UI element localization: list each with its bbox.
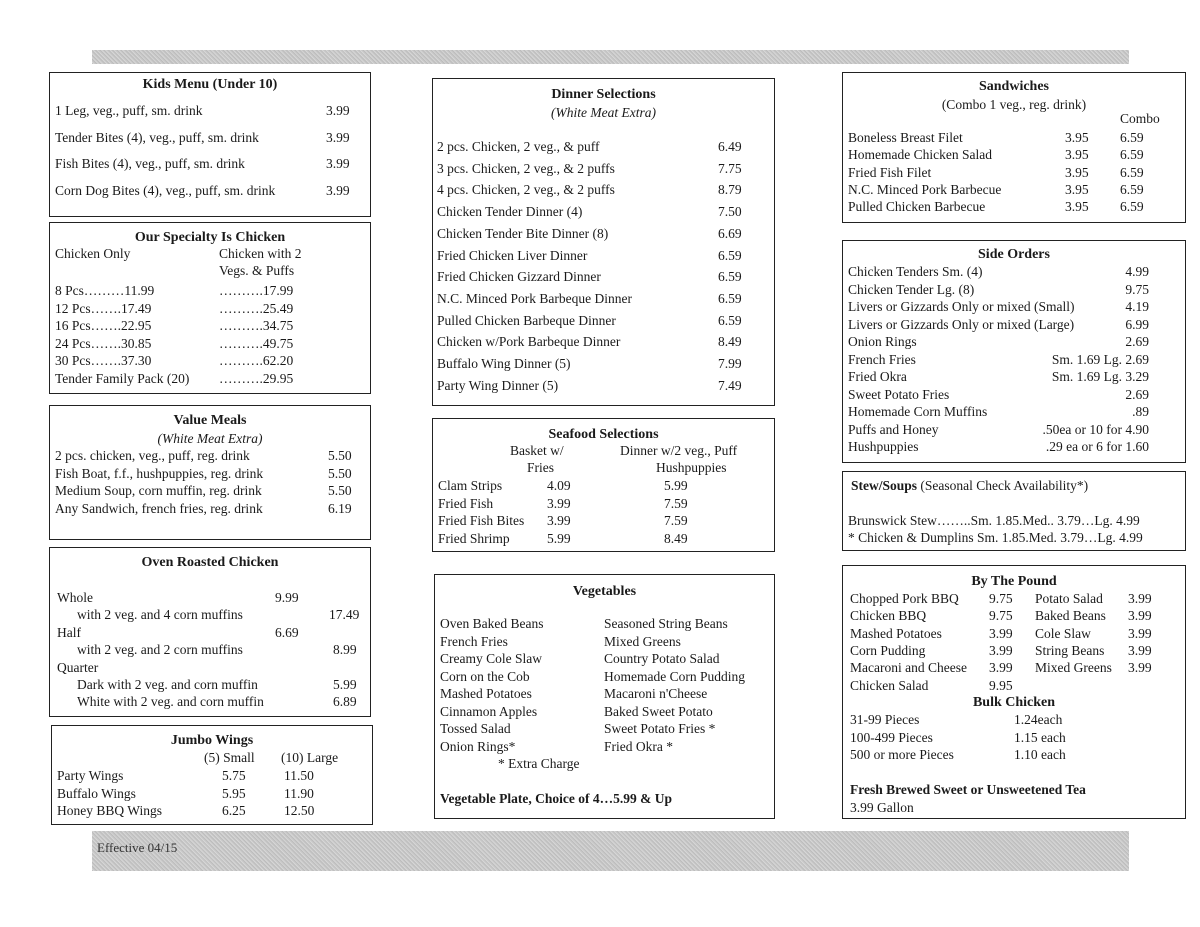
pound-right-item-name: Baked Beans <box>1035 608 1106 624</box>
dinner-subtitle: (White Meat Extra) <box>551 105 656 120</box>
kids-item-price: 3.99 <box>326 103 350 118</box>
bulk-item-price: 1.15 each <box>1014 729 1066 745</box>
seafood-box <box>432 418 775 552</box>
dinner-item-name: Fried Chicken Liver Dinner <box>437 247 588 263</box>
dinner-item-price: 7.49 <box>718 377 742 393</box>
specialty-box <box>49 222 371 394</box>
side-item-price: 2.69 <box>1125 334 1149 349</box>
specialty-row-b: ……….25.49 <box>219 300 294 316</box>
tea-price: 3.99 Gallon <box>850 800 914 815</box>
dinner-item-name: Fried Chicken Gizzard Dinner <box>437 269 601 285</box>
side-item-price: .29 ea or 6 for 1.60 <box>1045 439 1149 454</box>
kids-item-price: 3.99 <box>326 156 350 171</box>
side-item-name: Livers or Gizzards Only or mixed (Small) <box>848 299 1075 314</box>
sandwich-item-combo: 6.59 <box>1120 130 1144 145</box>
oven-quarter: Quarter <box>57 660 99 675</box>
sandwich-item-combo: 6.59 <box>1120 147 1144 163</box>
side-orders-title: Side Orders <box>978 247 1050 262</box>
wings-item-s: 5.95 <box>222 785 246 801</box>
dinner-item-name: 3 pcs. Chicken, 2 veg., & 2 puffs <box>437 160 615 176</box>
pound-left-item-price: 9.95 <box>989 677 1013 693</box>
sandwiches-title: Sandwiches <box>978 79 1050 94</box>
dinner-item-price: 8.79 <box>718 182 742 198</box>
bulk-item-name: 500 or more Pieces <box>850 747 954 762</box>
sandwich-item-name: Pulled Chicken Barbecue <box>848 199 986 215</box>
veg-left-item-name: French Fries <box>440 633 508 649</box>
dinner-box <box>432 78 775 406</box>
pound-left-item-price: 9.75 <box>989 608 1013 624</box>
pound-right-item-price: 3.99 <box>1128 625 1152 641</box>
dinner-item-price: 6.59 <box>718 269 742 285</box>
bulk-chicken-title: Bulk Chicken <box>972 695 1056 710</box>
veg-left-item-name: Tossed Salad <box>440 721 511 736</box>
side-item-price: 4.99 <box>1125 264 1149 279</box>
sandwich-item-price: 3.95 <box>1065 164 1089 180</box>
sandwich-item-name: N.C. Minced Pork Barbecue <box>848 181 1002 197</box>
veg-right-item-name: Macaroni n'Cheese <box>604 686 708 701</box>
pound-left-item-name: Chicken Salad <box>850 677 929 693</box>
sandwiches-box <box>842 72 1186 223</box>
specialty-row-b: ……….62.20 <box>219 353 294 368</box>
pound-left-item-price: 3.99 <box>989 642 1013 658</box>
oven-whole-sub-price: 17.49 <box>329 607 360 622</box>
sandwich-item-price: 3.95 <box>1065 181 1089 197</box>
dinner-item-price: 6.59 <box>718 247 742 263</box>
dinner-item-name: N.C. Minced Pork Barbeque Dinner <box>437 290 632 306</box>
wings-item-name: Honey BBQ Wings <box>57 803 162 818</box>
side-item-name: Chicken Tenders Sm. (4) <box>848 264 983 279</box>
value-item-name: 2 pcs. chicken, veg., puff, reg. drink <box>55 448 250 463</box>
dinner-item-price: 8.49 <box>718 334 742 350</box>
sandwich-item-name: Homemade Chicken Salad <box>848 147 992 163</box>
pound-right-item-name: Mixed Greens <box>1035 660 1112 676</box>
seafood-item-name: Clam Strips <box>438 478 503 493</box>
sandwich-item-combo: 6.59 <box>1120 181 1144 197</box>
seafood-title: Seafood Selections <box>548 427 659 442</box>
veg-left-item-name: Mashed Potatoes <box>440 686 532 701</box>
value-item-price: 6.19 <box>328 500 352 516</box>
side-item-name: Livers or Gizzards Only or mixed (Large) <box>848 316 1075 332</box>
seafood-basket-header-2: Fries <box>527 460 554 475</box>
value-item-price: 5.50 <box>328 448 352 463</box>
bulk-item-name: 31-99 Pieces <box>850 712 920 727</box>
side-item-price: 6.99 <box>1125 316 1149 332</box>
dinner-title: Dinner Selections <box>551 87 656 102</box>
seafood-item-d: 7.59 <box>664 513 688 528</box>
specialty-col-chicken-only: Chicken Only <box>55 246 131 261</box>
sandwich-item-price: 3.95 <box>1065 199 1089 215</box>
value-meals-box <box>49 405 371 540</box>
sandwich-item-price: 3.95 <box>1065 147 1089 163</box>
veg-left-item-name: Onion Rings* <box>440 738 516 754</box>
dinner-item-price: 7.50 <box>718 204 742 220</box>
side-item-price: Sm. 1.69 Lg. 3.29 <box>1051 369 1149 384</box>
veg-left-item-name: Oven Baked Beans <box>440 616 544 631</box>
seafood-dinner-header-2: Hushpuppies <box>656 460 727 475</box>
wings-small-header: (5) Small <box>204 750 255 765</box>
oven-half-sub-price: 8.99 <box>333 642 357 657</box>
side-item-name: Sweet Potato Fries <box>848 386 950 402</box>
vegetable-plate: Vegetable Plate, Choice of 4…5.99 & Up <box>440 791 672 806</box>
dinner-item-name: Chicken w/Pork Barbeque Dinner <box>437 334 621 350</box>
chicken-dumplins: * Chicken & Dumplins Sm. 1.85.Med. 3.79…Lg. 4.99 <box>848 530 1143 545</box>
side-item-price: 2.69 <box>1125 386 1149 402</box>
kids-menu-box <box>49 72 371 217</box>
sandwich-item-combo: 6.59 <box>1120 164 1144 180</box>
dinner-item-price: 6.59 <box>718 290 742 306</box>
pound-left-item-price: 3.99 <box>989 625 1013 641</box>
wings-item-name: Party Wings <box>57 768 124 783</box>
kids-item-price: 3.99 <box>326 129 350 145</box>
value-item-price: 5.50 <box>328 465 352 481</box>
dinner-item-name: Pulled Chicken Barbeque Dinner <box>437 312 616 328</box>
by-the-pound-title: By The Pound <box>971 574 1057 589</box>
pound-right-item-name: Potato Salad <box>1035 591 1103 606</box>
bulk-item-price: 1.24each <box>1014 712 1063 727</box>
veg-right-item-name: Mixed Greens <box>604 633 681 649</box>
side-item-name: Fried Okra <box>848 369 907 384</box>
stew-soups-title-rest: (Seasonal Check Availability*) <box>917 478 1089 493</box>
seafood-item-b: 3.99 <box>547 495 571 511</box>
wings-large-header: (10) Large <box>281 750 339 765</box>
side-item-price: 4.19 <box>1125 299 1149 314</box>
oven-half: Half <box>57 625 81 640</box>
kids-item-price: 3.99 <box>326 182 350 198</box>
wings-item-l: 11.90 <box>284 785 314 801</box>
pound-left-item-name: Macaroni and Cheese <box>850 660 967 676</box>
value-item-price: 5.50 <box>328 483 352 498</box>
specialty-col-with-vegs-2: Vegs. & Puffs <box>219 263 295 278</box>
bulk-item-price: 1.10 each <box>1014 747 1066 762</box>
veg-right-item-name: Sweet Potato Fries * <box>604 721 716 736</box>
pound-right-item-price: 3.99 <box>1128 642 1152 658</box>
brunswick-stew: Brunswick Stew……..Sm. 1.85.Med.. 3.79…Lg. 4.99 <box>848 513 1140 528</box>
seafood-dinner-header-1: Dinner w/2 veg., Puff <box>620 443 738 458</box>
pound-left-item-name: Chopped Pork BBQ <box>850 591 959 606</box>
side-item-name: French Fries <box>848 351 916 367</box>
specialty-row-name: Tender Family Pack (20) <box>55 370 190 386</box>
oven-roasted-title: Oven Roasted Chicken <box>141 555 279 570</box>
sandwich-item-name: Boneless Breast Filet <box>848 130 963 145</box>
sandwiches-combo-header: Combo <box>1120 111 1160 126</box>
value-item-name: Fish Boat, f.f., hushpuppies, reg. drink <box>55 465 264 481</box>
sandwich-item-price: 3.95 <box>1065 130 1089 145</box>
seafood-item-name: Fried Fish Bites <box>438 513 525 528</box>
jumbo-wings-title: Jumbo Wings <box>170 733 254 748</box>
specialty-row-b: ……….17.99 <box>219 283 294 298</box>
wings-item-l: 11.50 <box>284 768 314 783</box>
side-item-price: .50ea or 10 for 4.90 <box>1042 421 1149 437</box>
pound-left-item-name: Mashed Potatoes <box>850 625 942 641</box>
specialty-row-b: ……….29.95 <box>219 370 294 386</box>
dinner-item-price: 6.69 <box>718 225 742 241</box>
veg-left-item-name: Creamy Cole Slaw <box>440 651 542 666</box>
seafood-basket-header-1: Basket w/ <box>510 443 564 458</box>
vegetables-title: Vegetables <box>572 584 637 599</box>
kids-item-name: Fish Bites (4), veg., puff, sm. drink <box>55 156 245 171</box>
dinner-item-name: Party Wing Dinner (5) <box>437 377 559 393</box>
side-item-price: .89 <box>1132 404 1149 419</box>
sandwiches-subtitle: (Combo 1 veg., reg. drink) <box>941 97 1087 112</box>
stew-soups-title <box>851 478 1088 494</box>
specialty-row-name: 30 Pcs…….37.30 <box>55 353 152 368</box>
oven-whole-sub: with 2 veg. and 4 corn muffins <box>77 607 243 622</box>
specialty-row-b: ……….49.75 <box>219 335 294 351</box>
pound-right-item-price: 3.99 <box>1128 660 1152 676</box>
side-item-name: Onion Rings <box>848 334 917 349</box>
seafood-item-b: 3.99 <box>547 513 571 528</box>
seafood-item-name: Fried Shrimp <box>438 530 510 546</box>
specialty-row-name: 8 Pcs………11.99 <box>55 283 155 298</box>
dinner-item-name: 2 pcs. Chicken, 2 veg., & puff <box>437 139 600 154</box>
veg-right-item-name: Country Potato Salad <box>604 651 720 666</box>
bottom-texture-band <box>92 831 1129 871</box>
sandwich-item-combo: 6.59 <box>1120 199 1144 215</box>
dinner-item-name: Buffalo Wing Dinner (5) <box>437 356 571 371</box>
dinner-item-price: 7.99 <box>718 356 742 371</box>
side-item-name: Puffs and Honey <box>848 421 939 437</box>
pound-left-item-price: 3.99 <box>989 660 1013 676</box>
kids-item-name: Tender Bites (4), veg., puff, sm. drink <box>55 129 259 145</box>
specialty-col-with-vegs-1: Chicken with 2 <box>219 246 302 261</box>
oven-whole-price: 9.99 <box>275 590 299 605</box>
dinner-item-name: 4 pcs. Chicken, 2 veg., & 2 puffs <box>437 182 615 198</box>
side-item-price: Sm. 1.69 Lg. 2.69 <box>1051 351 1149 367</box>
oven-white-price: 6.89 <box>333 694 357 709</box>
kids-item-name: 1 Leg, veg., puff, sm. drink <box>55 103 203 118</box>
specialty-row-name: 16 Pcs…….22.95 <box>55 318 152 333</box>
wings-item-s: 6.25 <box>222 803 246 818</box>
seafood-item-name: Fried Fish <box>438 495 494 511</box>
veg-right-item-name: Homemade Corn Pudding <box>604 668 745 684</box>
side-item-name: Chicken Tender Lg. (8) <box>848 281 975 297</box>
dinner-item-name: Chicken Tender Dinner (4) <box>437 204 583 220</box>
effective-date: Effective 04/15 <box>97 840 178 855</box>
pound-left-item-name: Chicken BBQ <box>850 608 927 624</box>
oven-white: White with 2 veg. and corn muffin <box>77 694 264 709</box>
value-item-name: Medium Soup, corn muffin, reg. drink <box>55 483 262 498</box>
vegetables-extra-charge-note: * Extra Charge <box>498 756 580 771</box>
seafood-item-d: 8.49 <box>664 530 688 546</box>
wings-item-name: Buffalo Wings <box>57 785 136 801</box>
pound-right-item-name: String Beans <box>1035 642 1105 658</box>
stew-soups-box <box>842 471 1186 551</box>
specialty-title: Our Specialty Is Chicken <box>134 230 286 245</box>
bulk-item-name: 100-499 Pieces <box>850 729 933 745</box>
oven-half-sub: with 2 veg. and 2 corn muffins <box>77 642 243 657</box>
veg-right-item-name: Baked Sweet Potato <box>604 703 713 719</box>
side-item-price: 9.75 <box>1125 281 1149 297</box>
pound-right-item-price: 3.99 <box>1128 591 1152 606</box>
oven-dark-price: 5.99 <box>333 677 357 692</box>
value-item-name: Any Sandwich, french fries, reg. drink <box>55 500 263 516</box>
dinner-item-name: Chicken Tender Bite Dinner (8) <box>437 225 609 241</box>
top-texture-band <box>92 50 1129 64</box>
veg-left-item-name: Corn on the Cob <box>440 668 530 684</box>
pound-right-item-name: Cole Slaw <box>1035 625 1091 641</box>
specialty-row-name: 24 Pcs…….30.85 <box>55 335 152 351</box>
stew-soups-title-bold: Stew/Soups <box>851 478 918 493</box>
dinner-item-price: 6.59 <box>718 312 742 328</box>
side-item-name: Homemade Corn Muffins <box>848 404 988 419</box>
jumbo-wings-box <box>51 725 373 825</box>
veg-left-item-name: Cinnamon Apples <box>440 703 538 719</box>
tea-title: Fresh Brewed Sweet or Unsweetened Tea <box>850 782 1086 797</box>
by-the-pound-box <box>842 565 1186 819</box>
specialty-row-b: ……….34.75 <box>219 318 294 333</box>
dinner-item-price: 7.75 <box>718 160 742 176</box>
oven-half-price: 6.69 <box>275 625 299 640</box>
oven-roasted-box <box>49 547 371 717</box>
specialty-row-name: 12 Pcs…….17.49 <box>55 300 152 316</box>
wings-item-l: 12.50 <box>284 803 315 818</box>
side-orders-box <box>842 240 1186 463</box>
wings-item-s: 5.75 <box>222 768 246 783</box>
value-meals-subtitle: (White Meat Extra) <box>157 431 263 446</box>
pound-left-item-name: Corn Pudding <box>850 642 926 658</box>
seafood-item-b: 5.99 <box>547 530 571 546</box>
seafood-item-d: 5.99 <box>664 478 688 493</box>
kids-menu-title: Kids Menu (Under 10) <box>142 77 278 92</box>
veg-right-item-name: Seasoned String Beans <box>604 616 728 631</box>
vegetables-box <box>434 574 775 819</box>
oven-dark: Dark with 2 veg. and corn muffin <box>77 677 258 692</box>
seafood-item-d: 7.59 <box>664 495 688 511</box>
pound-right-item-price: 3.99 <box>1128 608 1152 624</box>
sandwich-item-name: Fried Fish Filet <box>848 164 932 180</box>
kids-item-name: Corn Dog Bites (4), veg., puff, sm. drink <box>55 182 276 198</box>
oven-whole: Whole <box>57 590 93 605</box>
seafood-item-b: 4.09 <box>547 478 571 493</box>
dinner-item-price: 6.49 <box>718 139 742 154</box>
pound-left-item-price: 9.75 <box>989 591 1013 606</box>
side-item-name: Hushpuppies <box>848 439 919 454</box>
value-meals-title: Value Meals <box>173 413 247 428</box>
veg-right-item-name: Fried Okra * <box>604 738 673 754</box>
